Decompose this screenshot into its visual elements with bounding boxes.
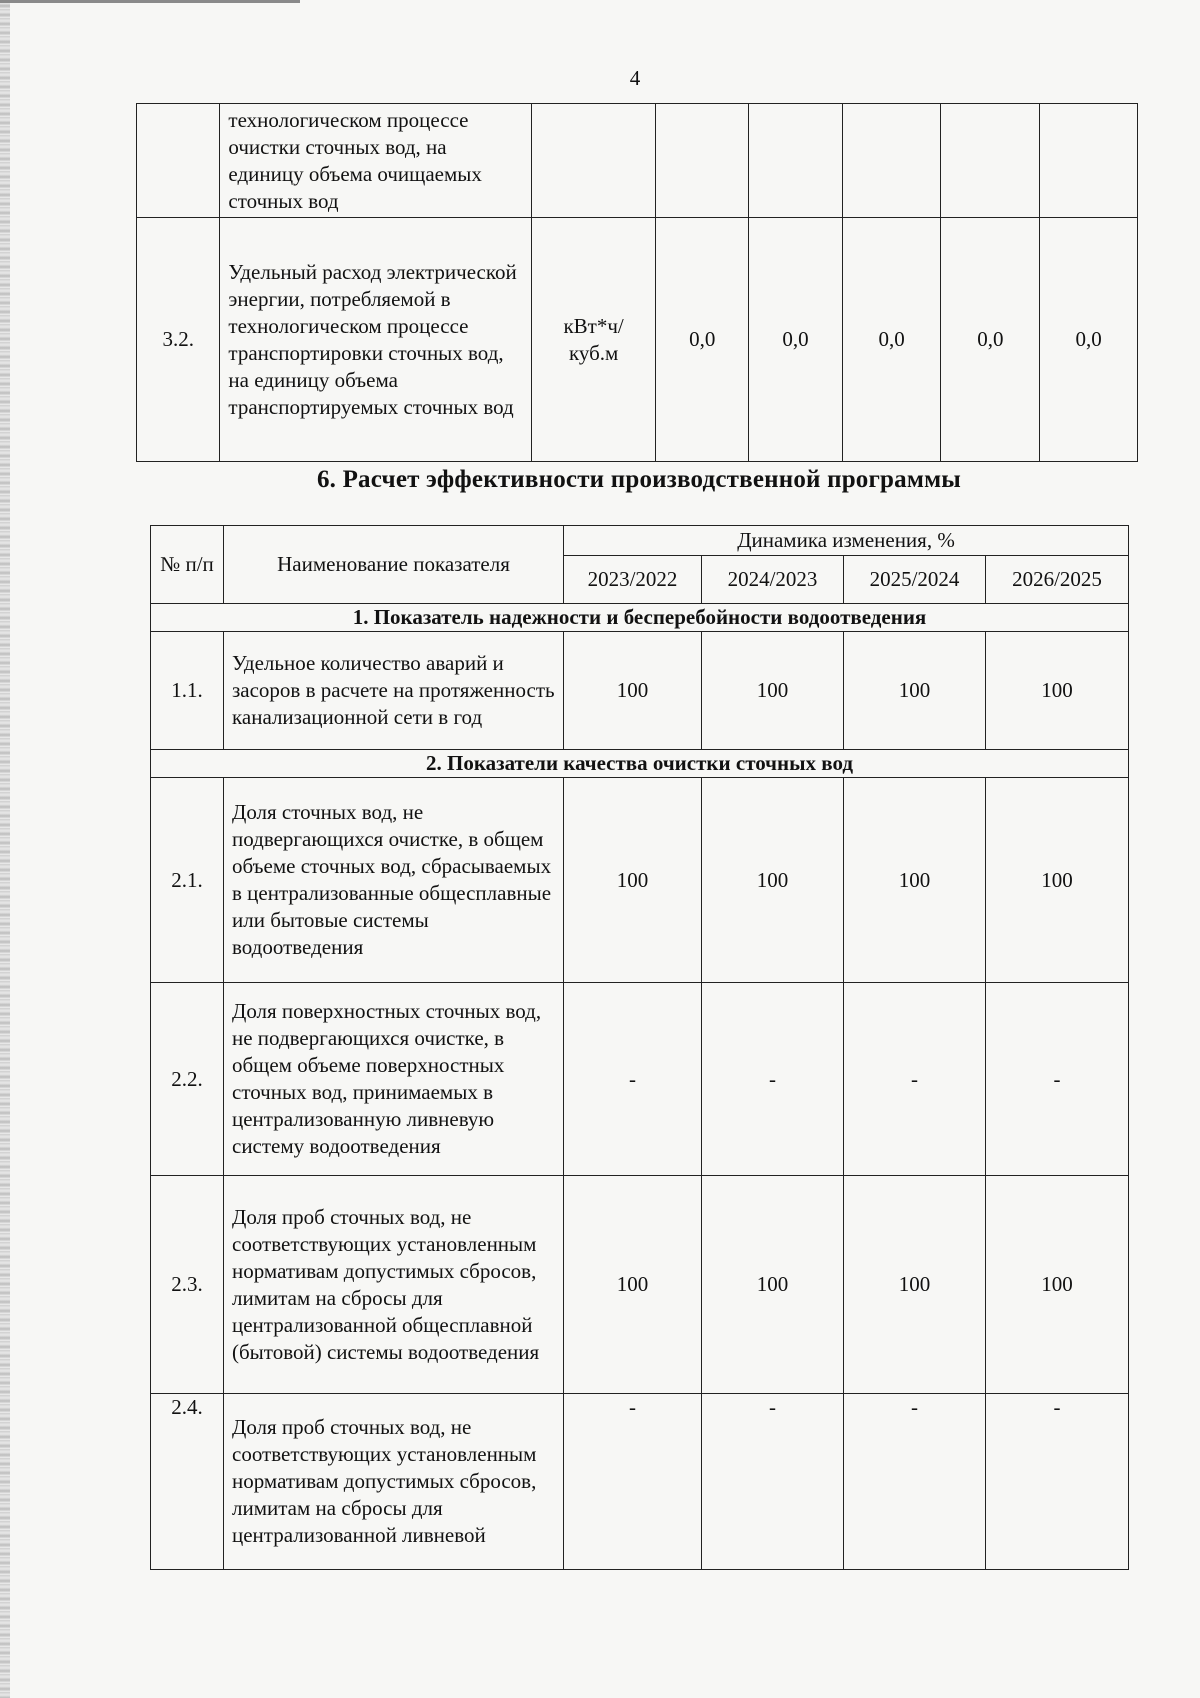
value-cell: - (564, 983, 702, 1176)
value-cell: 0,0 (1040, 218, 1138, 462)
value-cell: 0,0 (941, 218, 1040, 462)
indicator-name: Доля проб сточных вод, не соответствующих установленным нормативам допустимых сбросов, лимитам на сбросы для централизованной общесплавной (бытовой) системы водоотведения (224, 1176, 564, 1394)
value-cell (656, 104, 749, 218)
header-number: № п/п (151, 526, 224, 604)
row-number: 3.2. (137, 218, 220, 462)
table-row (137, 104, 1138, 218)
value-cell (749, 104, 842, 218)
value-cell: - (564, 1394, 702, 1570)
table-row (151, 1394, 1129, 1570)
table-row (151, 983, 1129, 1176)
group-title: 2. Показатели качества очистки сточных вод (151, 750, 1129, 778)
group-header-row (151, 750, 1129, 778)
value-cell: - (986, 983, 1129, 1176)
value-cell: 100 (702, 1176, 844, 1394)
indicator-name: Доля поверхностных сточных вод, не подвергающихся очистке, в общем объеме поверхностных сточных вод, принимаемых в централизованную ливневую систему водоотведения (224, 983, 564, 1176)
header-name: Наименование показателя (224, 526, 564, 604)
table-row (151, 778, 1129, 983)
table-row (151, 632, 1129, 750)
value-cell: 100 (564, 778, 702, 983)
value-cell: 100 (564, 632, 702, 750)
row-number (137, 104, 220, 218)
section-title: 6. Расчет эффективности производственной программы (316, 466, 962, 493)
value-cell: 100 (844, 1176, 986, 1394)
value-cell: - (844, 983, 986, 1176)
header-period: 2026/2025 (986, 556, 1129, 604)
header-period: 2025/2024 (844, 556, 986, 604)
scan-top-mark (0, 0, 300, 3)
value-cell: 100 (564, 1176, 702, 1394)
value-cell: 0,0 (842, 218, 941, 462)
value-cell: 0,0 (656, 218, 749, 462)
unit-cell: кВт*ч/ куб.м (532, 218, 656, 462)
value-cell: - (844, 1394, 986, 1570)
value-cell: - (702, 1394, 844, 1570)
value-cell: 100 (986, 632, 1129, 750)
table-header-row (151, 526, 1129, 556)
value-cell: 100 (986, 1176, 1129, 1394)
scan-edge (0, 0, 10, 1698)
efficiency-table (150, 525, 1129, 1570)
row-number: 2.4. (151, 1394, 224, 1570)
value-cell: 100 (986, 778, 1129, 983)
indicator-name: Доля сточных вод, не подвергающихся очистке, в общем объеме сточных вод, сбрасываемых в централизованные общесплавные или бытовые системы водоотведения (224, 778, 564, 983)
value-cell: 100 (844, 778, 986, 983)
page-number: 4 (629, 66, 641, 90)
value-cell (1040, 104, 1138, 218)
row-number: 2.2. (151, 983, 224, 1176)
value-cell: - (986, 1394, 1129, 1570)
value-cell: 100 (702, 632, 844, 750)
header-period: 2024/2023 (702, 556, 844, 604)
row-number: 2.1. (151, 778, 224, 983)
table-row (137, 218, 1138, 462)
unit-cell (532, 104, 656, 218)
header-period: 2023/2022 (564, 556, 702, 604)
indicator-name: Доля проб сточных вод, не соответствующих установленным нормативам допустимых сбросов, лимитам на сбросы для централизованной ливневой (224, 1394, 564, 1570)
value-cell: 100 (844, 632, 986, 750)
value-cell (842, 104, 941, 218)
value-cell: 0,0 (749, 218, 842, 462)
indicator-name: технологическом процессе очистки сточных вод, на единицу объема очищаемых сточных вод (220, 104, 532, 218)
continued-indicators-table (136, 103, 1138, 462)
indicator-name: Удельный расход электрической энергии, потребляемой в технологическом процессе транспортировки сточных вод, на единицу объема транспортируемых сточных вод (220, 218, 532, 462)
value-cell: 100 (702, 778, 844, 983)
value-cell (941, 104, 1040, 218)
indicator-name: Удельное количество аварий и засоров в расчете на протяженность канализационной сети в год (224, 632, 564, 750)
group-header-row (151, 604, 1129, 632)
row-number: 2.3. (151, 1176, 224, 1394)
group-title: 1. Показатель надежности и бесперебойности водоотведения (151, 604, 1129, 632)
header-dynamics: Динамика изменения, % (564, 526, 1129, 556)
value-cell: - (702, 983, 844, 1176)
row-number: 1.1. (151, 632, 224, 750)
table-row (151, 1176, 1129, 1394)
